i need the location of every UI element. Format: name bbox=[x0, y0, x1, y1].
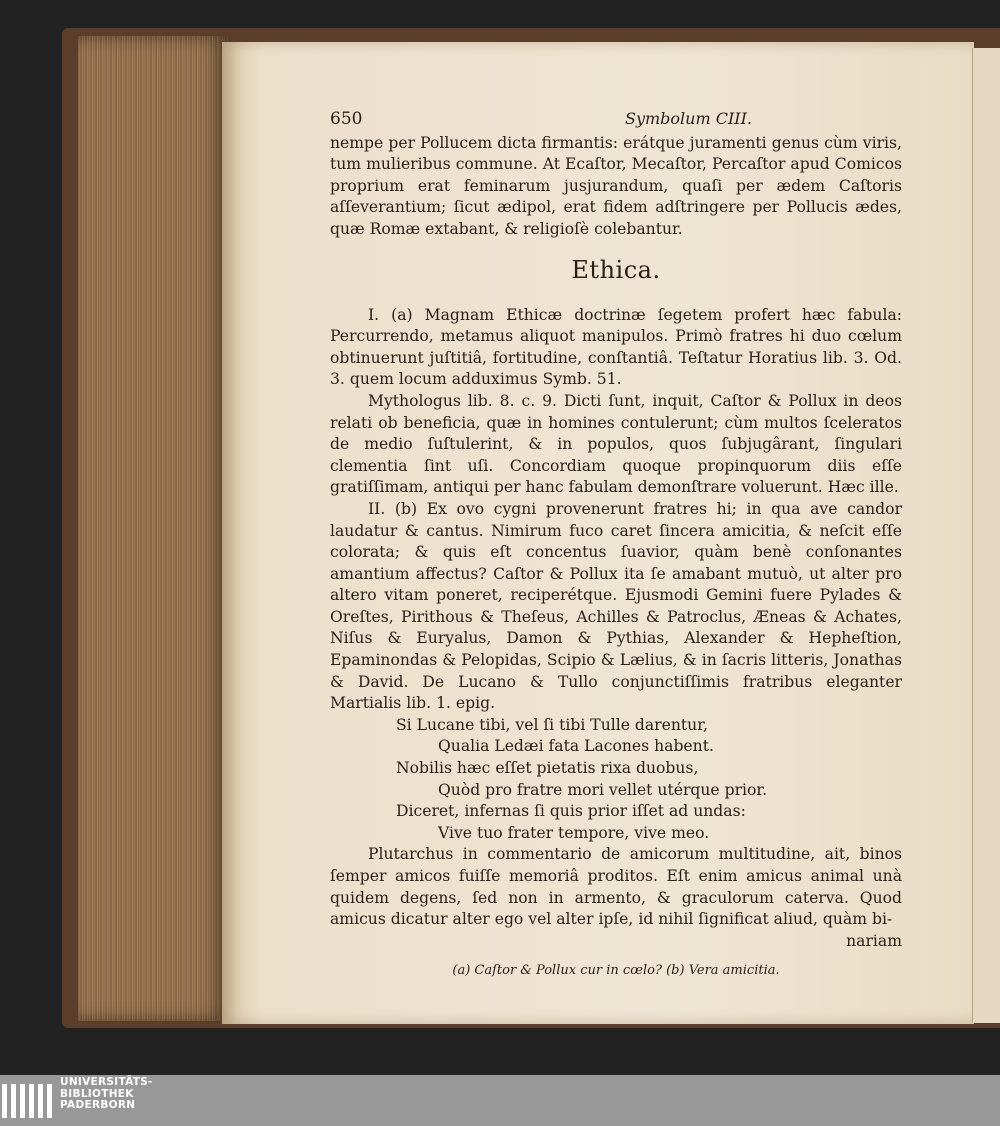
facing-page-edge bbox=[972, 48, 1000, 1023]
verse-line: Qualia Ledæi fata Lacones habent. bbox=[438, 737, 714, 756]
verse-line: Si Lucane tibi, vel ſi tibi Tulle darentur, bbox=[396, 715, 708, 734]
page-edges bbox=[78, 36, 228, 1021]
page-text bbox=[330, 108, 902, 982]
paragraph-3: II. (b) Ex ovo cygni provenerunt fratres hi; in qua ave candor laudatur & cantus. Nimirum fuco caret ſincera amicitia, & neſcit eſſe colorata; & quis eſt concentus ſuavior, quàm benè conſonantes amantium affectus? Caſtor & Pollux ita ſe amabant mutuò, ut alter pro altero vitam poneret, reciperétque. Ejusmodi Gemini fuere Pylades & Oreſtes, Pirithous & Theſeus, Achilles & Patroclus, Æneas & Achates, Niſus & Euryalus, Damon & Pythias, Alexander & Hepheſtion, Epaminondas & Pelopidas, Scipio & Lælius, & in ſacris litteris, Jonathas & David. De Lucano & Tullo conjunctiſſimis fratribus eleganter Martialis lib. 1. epig. bbox=[330, 499, 902, 713]
library-name bbox=[60, 1077, 153, 1112]
paragraph-2: Mythologus lib. 8. c. 9. Dicti ſunt, inquit, Caſtor & Pollux in deos relati ob beneficia, quæ in homines contulerunt; cùm multos ſceleratos de medio ſuſtulerint, & in populos, quos ſubjugârant, ſingulari clementia ſint uſi. Concordiam quoque propinquorum diis eſſe gratiſſimam, antiqui per hanc fabulam demonſtrare voluerunt. Hæc ille. bbox=[330, 391, 902, 497]
verse-block bbox=[330, 715, 902, 845]
verse-line: Diceret, infernas ſi quis prior iſſet ad undas: bbox=[396, 802, 746, 821]
catchword: nariam bbox=[846, 931, 902, 950]
library-name-line: BIBLIOTHEK bbox=[60, 1087, 134, 1100]
section-title: Ethica. bbox=[571, 255, 661, 284]
verse-line: Vive tuo frater tempore, vive meo. bbox=[438, 823, 710, 842]
footnote: (a) Caſtor & Pollux cur in cœlo? (b) Vera amicitia. bbox=[452, 963, 780, 979]
paragraph-1: I. (a) Magnam Ethicæ doctrinæ ſegetem profert hæc fabula: Percurrendo, metamus aliquot manipulos. Primò fratres hi duo cœlum obtinuerunt juſtitiâ, fortitudine, conſtantiâ. Teſtatur Horatius lib. 3. Od. 3. quem locum adduximus Symb. 51. bbox=[330, 305, 902, 389]
page-number: 650 bbox=[330, 109, 363, 129]
closing-paragraph: Plutarchus in commentario de amicorum multitudine, ait, binos ſemper amicos fuiſſe memoriâ proditos. Eſt enim amicus animal unà quidem degens, ſed non in armento, & graculorum caterva. Quod amicus dicatur alter ego vel alter ipſe, id nihil ſignificat aliud, quàm bi- bbox=[330, 845, 902, 929]
library-logo-icon bbox=[0, 1075, 58, 1126]
verse-line: Quòd pro fratre mori vellet utérque prior. bbox=[438, 780, 768, 799]
running-title: Symbolum CIII. bbox=[624, 109, 752, 128]
page-header bbox=[330, 108, 902, 131]
library-name-line: UNIVERSITÄTS- bbox=[60, 1076, 153, 1088]
verse-line: Nobilis hæc eſſet pietatis rixa duobus, bbox=[396, 759, 699, 778]
intro-paragraph: nempe per Pollucem dicta firmantis: erátque juramenti genus cùm viris, tum mulieribus commune. At Ecaſtor, Mecaſtor, Percaſtor apud Comicos proprium erat feminarum jusjurandum, quaſi per ædem Caſtoris aſſeverantium; ſicut ædipol, erat fidem adſtringere per Pollucis ædes, quæ Romæ extabant, & religioſè colebantur. bbox=[330, 133, 902, 238]
library-name-line: PADERBORN bbox=[60, 1099, 136, 1111]
